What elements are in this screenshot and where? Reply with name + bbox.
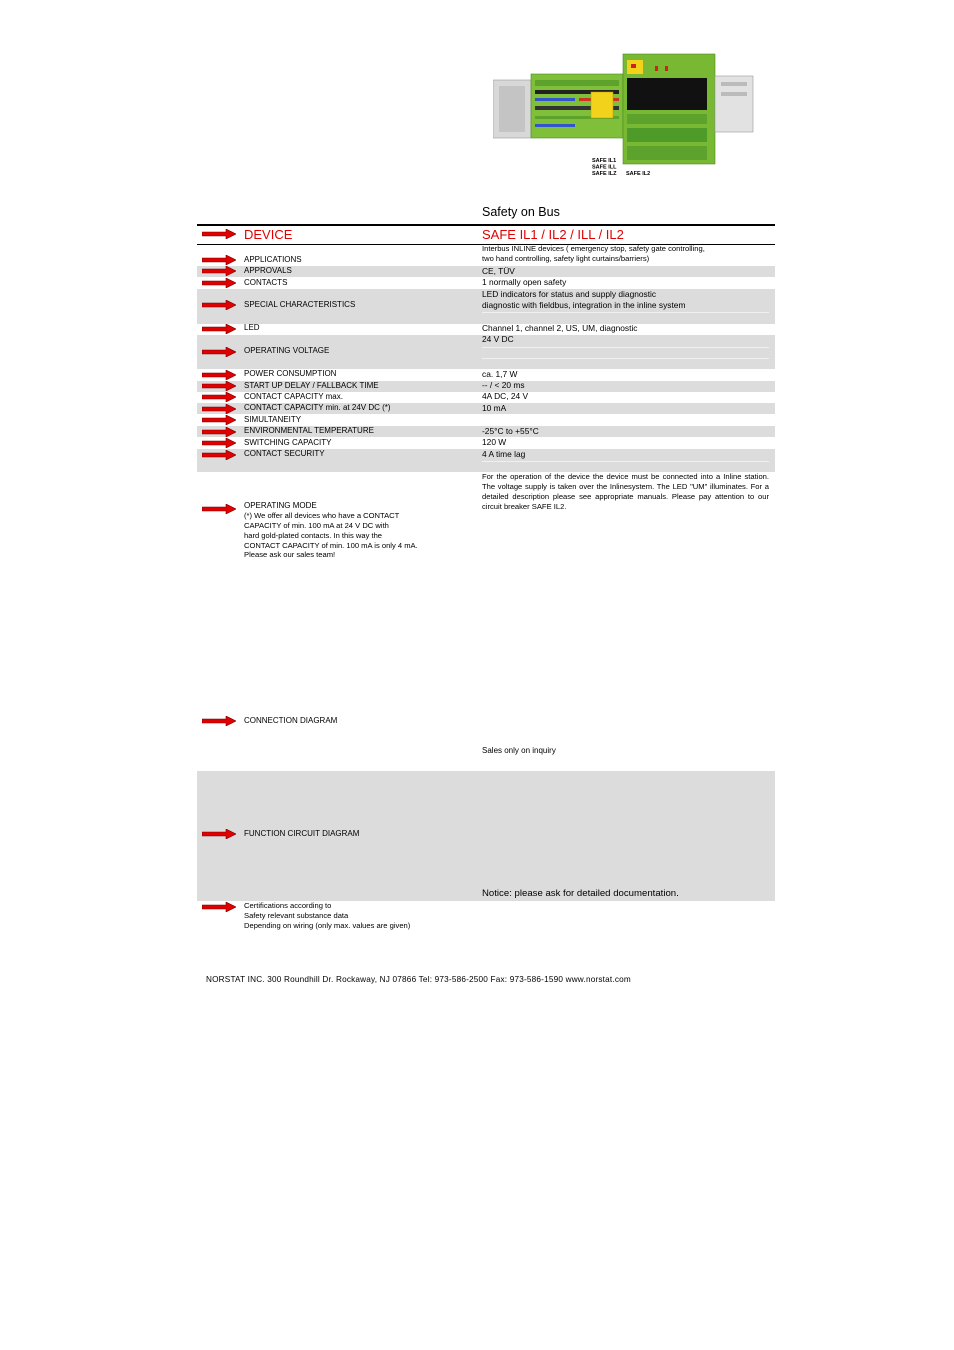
value-led: Channel 1, channel 2, US, UM, diagnostic xyxy=(482,323,638,333)
arrow-icon xyxy=(202,902,236,912)
arrow-icon xyxy=(202,504,236,514)
value-applications-line1: Interbus INLINE devices ( emergency stop, safety gate controlling, xyxy=(482,244,705,253)
arrow-icon xyxy=(202,370,236,380)
label-approvals: APPROVALS xyxy=(244,266,292,275)
value-startup-delay: -- / < 20 ms xyxy=(482,380,525,390)
arrow-icon xyxy=(202,450,236,460)
label-contacts: CONTACTS xyxy=(244,278,288,287)
value-special-line1: LED indicators for status and supply diagnostic xyxy=(482,289,657,299)
value-operating-voltage: 24 V DC xyxy=(482,334,514,344)
label-power-consumption: POWER CONSUMPTION xyxy=(244,369,337,378)
arrow-icon xyxy=(202,229,236,239)
header-label: DEVICE xyxy=(244,227,293,242)
operating-note-line4: CONTACT CAPACITY of min. 100 mA is only 4 mA. xyxy=(244,541,418,550)
arrow-icon xyxy=(202,415,236,425)
value-contact-capacity-min: 10 mA xyxy=(482,403,507,413)
value-applications-line2: two hand controlling, safety light curtains/barriers) xyxy=(482,254,650,263)
arrow-icon xyxy=(202,347,236,357)
label-contact-capacity-min: CONTACT CAPACITY min. at 24V DC (*) xyxy=(244,403,391,412)
footer-contact: NORSTAT INC. 300 Roundhill Dr. Rockaway, NJ 07866 Tel: 973-586-2500 Fax: 973-586-1590 www.norstat.com xyxy=(206,975,631,984)
arrow-icon xyxy=(202,438,236,448)
label-function-circuit-diagram: FUNCTION CIRCUIT DIAGRAM xyxy=(244,829,360,838)
product-image xyxy=(493,52,763,177)
arrow-icon xyxy=(202,404,236,414)
label-startup-delay: START UP DELAY / FALLBACK TIME xyxy=(244,381,379,390)
product-label-left-line2: SAFE ILL xyxy=(592,164,617,171)
operating-note-line2: CAPACITY of min. 100 mA at 24 V DC with xyxy=(244,521,389,530)
label-contact-security: CONTACT SECURITY xyxy=(244,449,325,458)
product-label-left xyxy=(592,158,618,177)
inline-module-assembly xyxy=(493,54,753,164)
separator xyxy=(482,358,769,359)
certifications-line3: Depending on wiring (only max. values are given) xyxy=(244,921,411,930)
arrow-icon xyxy=(202,829,236,839)
label-operating-mode: OPERATING MODE xyxy=(244,501,317,510)
value-operating-mode: For the operation of the device the device must be connected into a Inline station. The voltage supply is taken over the Inlinesystem. The LED "UM" illuminates. For a detailed description please see appropriate manuals. Please pay attention to our circuit breaker SAFE IL2. xyxy=(482,472,769,511)
value-contacts: 1 normally open safety xyxy=(482,277,567,287)
subtitle: Safety on Bus xyxy=(482,205,560,219)
operating-note-line3: hard gold-plated contacts. In this way the xyxy=(244,531,383,540)
value-connection-diagram: Sales only on inquiry xyxy=(482,746,556,755)
value-function-circuit-diagram: Notice: please ask for detailed documentation. xyxy=(482,888,679,899)
label-environmental-temperature: ENVIRONMENTAL TEMPERATURE xyxy=(244,426,374,435)
header-value: SAFE IL1 / IL2 / ILL / IL2 xyxy=(482,227,624,242)
label-applications: APPLICATIONS xyxy=(244,255,302,264)
certifications-line2: Safety relevant substance data xyxy=(244,911,349,920)
value-approvals: CE, TÜV xyxy=(482,266,515,276)
value-special-line2: diagnostic with fieldbus, integration in the inline system xyxy=(482,300,686,310)
label-switching-capacity: SWITCHING CAPACITY xyxy=(244,438,332,447)
operating-note-line1: (*) We offer all devices who have a CONTACT xyxy=(244,511,400,520)
arrow-icon xyxy=(202,427,236,437)
product-label-left-line3: SAFE ILZ xyxy=(592,171,617,177)
arrow-icon xyxy=(202,381,236,391)
arrow-icon xyxy=(202,255,236,265)
product-label-right: SAFE IL2 xyxy=(626,171,651,177)
certifications-line1: Certifications according to xyxy=(244,901,332,910)
arrow-icon xyxy=(202,266,236,276)
product-label-left-line1: SAFE IL1 xyxy=(592,158,617,164)
value-switching-capacity: 120 W xyxy=(482,437,507,447)
value-power-consumption: ca. 1,7 W xyxy=(482,369,518,379)
arrow-icon xyxy=(202,324,236,334)
label-special-characteristics: SPECIAL CHARACTERISTICS xyxy=(244,300,356,309)
value-contact-capacity-max: 4A DC, 24 V xyxy=(482,391,529,401)
separator xyxy=(482,312,769,313)
value-contact-security: 4 A time lag xyxy=(482,449,526,459)
value-environmental-temperature: -25°C to +55°C xyxy=(482,426,539,436)
arrow-icon xyxy=(202,716,236,726)
header-rule-top xyxy=(197,224,775,226)
separator xyxy=(482,461,769,462)
arrow-icon xyxy=(202,392,236,402)
label-contact-capacity-max: CONTACT CAPACITY max. xyxy=(244,392,343,401)
label-simultaneity: SIMULTANEITY xyxy=(244,415,302,424)
arrow-icon xyxy=(202,278,236,288)
operating-note-line5: Please ask our sales team! xyxy=(244,550,336,559)
label-connection-diagram: CONNECTION DIAGRAM xyxy=(244,716,338,725)
arrow-icon xyxy=(202,300,236,310)
label-operating-voltage: OPERATING VOLTAGE xyxy=(244,346,330,355)
separator xyxy=(482,347,769,348)
label-led: LED xyxy=(244,323,260,332)
